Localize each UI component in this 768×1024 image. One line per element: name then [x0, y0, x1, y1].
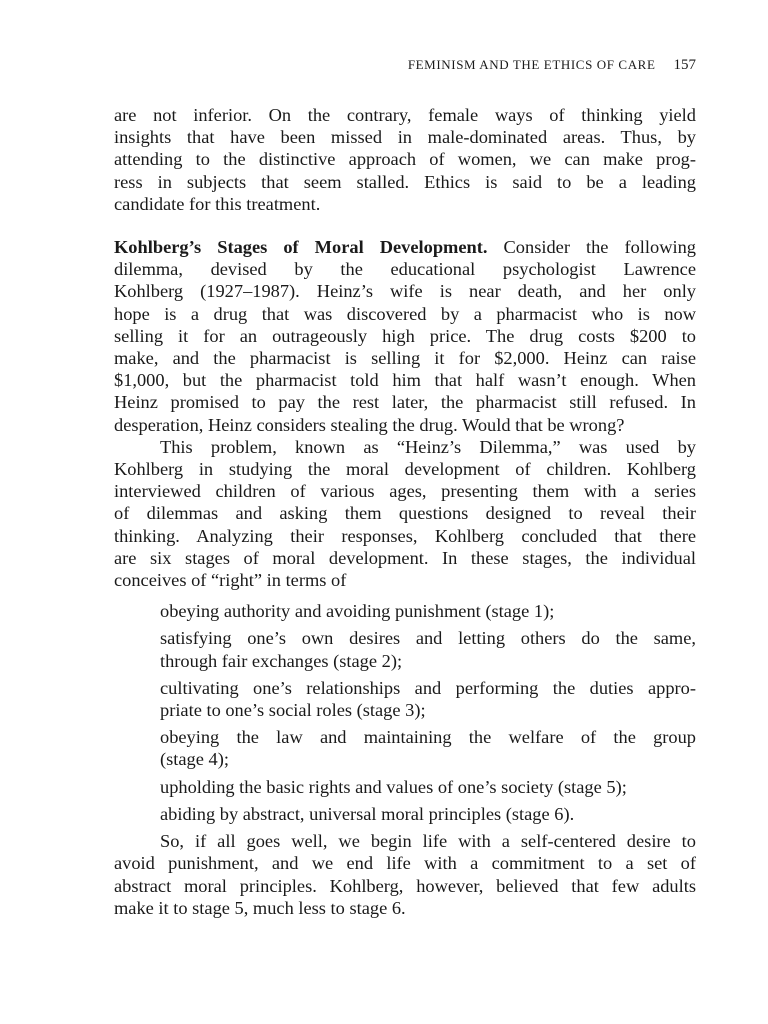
list-item: [160, 627, 696, 671]
heading-line-rest: Consider the following: [487, 237, 696, 258]
section-paragraph: [114, 236, 696, 436]
text-line: cultivating one’s relationships and performing the duties appro-: [160, 677, 696, 698]
text-line: Heinz promised to pay the rest later, the pharmacist still refused. In: [114, 392, 696, 413]
paragraph-continued: [114, 104, 696, 215]
text-line: priate to one’s social roles (stage 3);: [160, 700, 426, 721]
text-line: through fair exchanges (stage 2);: [160, 650, 403, 671]
list-item: [160, 677, 696, 721]
text-line: This problem, known as “Heinz’s Dilemma,” was used by: [160, 436, 696, 457]
text-line: So, if all goes well, we begin life with a self-centered desire to: [160, 831, 696, 852]
text-line: conceives of “right” in terms of: [114, 570, 347, 591]
text-line: are not inferior. On the contrary, female ways of thinking yield: [114, 105, 696, 125]
text-line: obeying authority and avoiding punishment (stage 1);: [160, 601, 555, 622]
list-item: [160, 776, 696, 798]
text-line: obeying the law and maintaining the welfare of the group: [160, 727, 696, 748]
text-line: dilemma, devised by the educational psychologist Lawrence: [114, 259, 696, 280]
text-line: avoid punishment, and we end life with a commitment to a set of: [114, 853, 696, 874]
text-line: $1,000, but the pharmacist told him that half wasn’t enough. When: [114, 370, 696, 391]
text-line: thinking. Analyzing their responses, Kohlberg concluded that there: [114, 525, 696, 546]
running-head: [408, 57, 696, 74]
list-item: [160, 600, 696, 622]
text-line: of dilemmas and asking them questions designed to reveal their: [114, 503, 696, 524]
text-line: abstract moral principles. Kohlberg, however, believed that few adults: [114, 875, 696, 896]
text-line: [114, 236, 696, 258]
list-item: [160, 803, 696, 825]
text-line: make, and the pharmacist is selling it for $2,000. Heinz can raise: [114, 348, 696, 369]
stages-list: [160, 600, 696, 825]
text-line: are six stages of moral development. In these stages, the individual: [114, 547, 696, 568]
text-line: Kohlberg in studying the moral development of children. Kohlberg: [114, 459, 696, 480]
text-line: selling it for an outrageously high price. The drug costs $200 to: [114, 325, 696, 346]
list-item: [160, 726, 696, 770]
text-line: abiding by abstract, universal moral principles (stage 6).: [160, 803, 575, 824]
text-line: desperation, Heinz considers stealing the drug. Would that be wrong?: [114, 414, 625, 435]
text-line: (stage 4);: [160, 749, 229, 770]
text-line: make it to stage 5, much less to stage 6.: [114, 897, 406, 918]
text-line: attending to the distinctive approach of women, we can make prog-: [114, 149, 696, 170]
text-line: ress in subjects that seem stalled. Ethics is said to be a leading: [114, 171, 696, 192]
paragraph-heinz: [114, 436, 696, 591]
page-number: 157: [673, 57, 696, 73]
text-line: interviewed children of various ages, presenting them with a series: [114, 481, 696, 502]
running-title: FEMINISM AND THE ETHICS OF CARE: [407, 57, 656, 72]
text-line: Kohlberg (1927–1987). Heinz’s wife is near death, and her only: [114, 281, 696, 302]
text-line: satisfying one’s own desires and letting others do the same,: [160, 628, 696, 649]
text-line: hope is a drug that was discovered by a pharmacist who is now: [114, 303, 696, 324]
text-line: insights that have been missed in male-dominated areas. Thus, by: [114, 127, 696, 148]
text-line: upholding the basic rights and values of one’s society (stage 5);: [160, 776, 627, 797]
paragraph-conclusion: [114, 830, 696, 919]
text-line: candidate for this treatment.: [114, 193, 321, 214]
section-heading: Kohlberg’s Stages of Moral Development.: [114, 237, 488, 258]
body-text: [114, 104, 696, 919]
